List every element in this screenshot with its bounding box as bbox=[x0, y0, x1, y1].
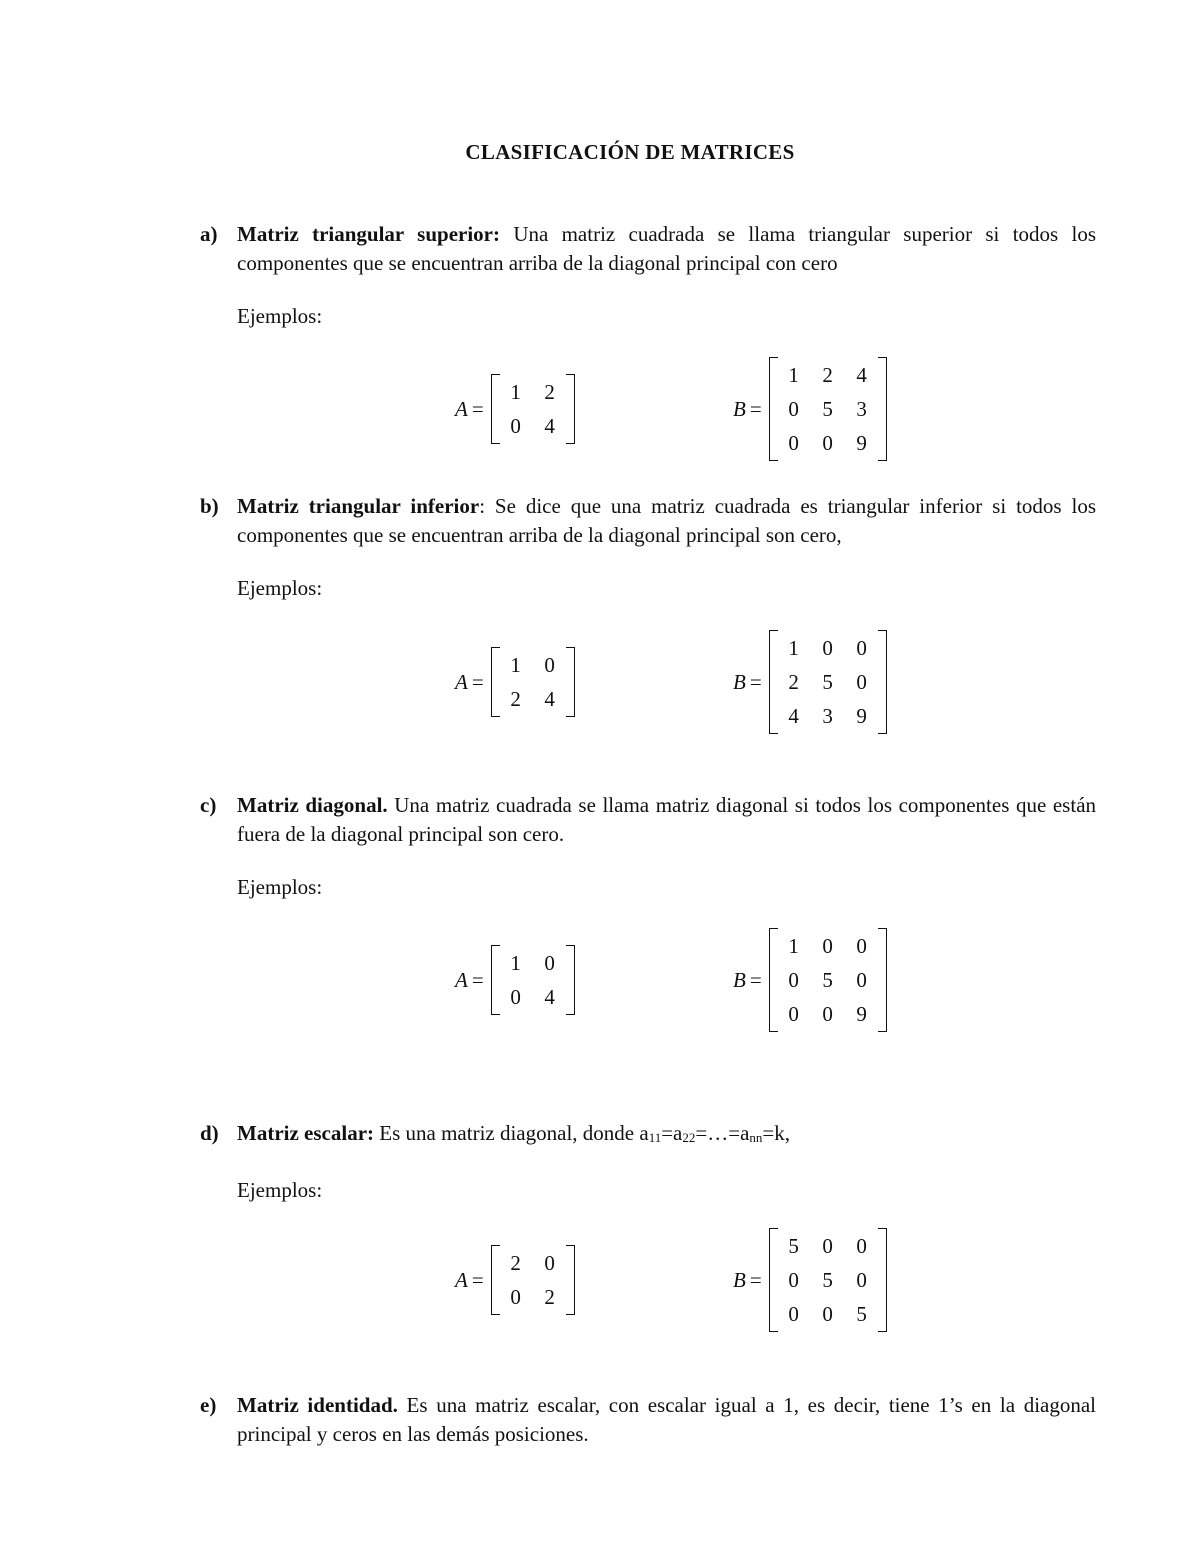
matrix-equation-b3 bbox=[733, 928, 887, 1032]
matrix-label: B bbox=[733, 396, 746, 421]
matrix-label: B bbox=[733, 1267, 746, 1292]
ejemplos-label: Ejemplos: bbox=[237, 875, 323, 899]
equals-sign: = bbox=[471, 967, 484, 992]
matrix-cell: 1 bbox=[788, 636, 799, 660]
item-letter: e) bbox=[200, 1393, 217, 1417]
matrix-label: A bbox=[455, 396, 468, 421]
definition-paragraph bbox=[200, 791, 1096, 849]
right-bracket bbox=[878, 1228, 887, 1332]
matrix-cell: 0 bbox=[856, 636, 867, 660]
matrix bbox=[491, 374, 575, 444]
matrix-cell: 5 bbox=[788, 1234, 799, 1258]
definition-text: Es una matriz diagonal, donde a bbox=[379, 1121, 649, 1145]
matrix-cell: 4 bbox=[544, 985, 555, 1009]
matrix-cell: 0 bbox=[822, 1234, 833, 1258]
matrix-cell: 9 bbox=[856, 704, 867, 728]
matrix-cell: 0 bbox=[856, 670, 867, 694]
left-bracket bbox=[769, 928, 778, 1032]
definition-paragraph bbox=[200, 492, 1096, 550]
equation-part: =a bbox=[661, 1121, 683, 1145]
matrix-cell: 1 bbox=[510, 380, 521, 404]
item-letter: c) bbox=[200, 793, 217, 817]
matrix-cell: 0 bbox=[822, 431, 833, 455]
matrix-equation-a2 bbox=[455, 647, 575, 717]
equals-sign: = bbox=[471, 1267, 484, 1292]
matrix-cell: 1 bbox=[510, 653, 521, 677]
document-title: CLASIFICACIÓN DE MATRICES bbox=[465, 140, 795, 164]
matrix-cell: 0 bbox=[544, 951, 555, 975]
matrix-label: A bbox=[455, 1267, 468, 1292]
matrix bbox=[769, 357, 887, 461]
matrix-cell: 0 bbox=[510, 1285, 521, 1309]
right-bracket bbox=[566, 945, 575, 1015]
matrix-cell: 9 bbox=[856, 1002, 867, 1026]
matrix-equation-a4 bbox=[455, 1245, 575, 1315]
left-bracket bbox=[491, 647, 500, 717]
term: Matriz triangular inferior bbox=[237, 494, 480, 518]
subscript: 11 bbox=[648, 1130, 662, 1145]
matrix-cell: 0 bbox=[822, 1002, 833, 1026]
matrix-cell: 5 bbox=[822, 397, 833, 421]
matrix-cell: 4 bbox=[788, 704, 799, 728]
definition-text: Una matriz cuadrada se llama triangular superior si todos los componentes que se encuentran arriba de la diagonal principal con cero bbox=[237, 222, 1097, 275]
matrix bbox=[491, 647, 575, 717]
matrix-cell: 2 bbox=[822, 363, 833, 387]
equals-sign: = bbox=[749, 1267, 762, 1292]
equals-sign: = bbox=[749, 396, 762, 421]
subscript: nn bbox=[749, 1130, 763, 1145]
matrix-cell: 0 bbox=[788, 1268, 799, 1292]
item-letter: b) bbox=[200, 494, 219, 518]
term: Matriz escalar: bbox=[237, 1121, 375, 1145]
matrix-cell: 3 bbox=[856, 397, 867, 421]
matrix-cell: 0 bbox=[544, 1251, 555, 1275]
section-triangular-inferior bbox=[200, 492, 1096, 603]
matrix-cell: 2 bbox=[510, 687, 521, 711]
matrix-cell: 0 bbox=[510, 985, 521, 1009]
right-bracket bbox=[566, 374, 575, 444]
matrix-cell: 4 bbox=[544, 414, 555, 438]
matrix-cell: 2 bbox=[788, 670, 799, 694]
subscript: 22 bbox=[682, 1130, 696, 1145]
matrix-equation-a3 bbox=[455, 945, 575, 1015]
matrix-cell: 0 bbox=[822, 1302, 833, 1326]
equals-sign: = bbox=[471, 396, 484, 421]
matrix-cell: 0 bbox=[856, 934, 867, 958]
item-letter: a) bbox=[200, 222, 218, 246]
matrix-cell: 0 bbox=[788, 397, 799, 421]
matrix-label: B bbox=[733, 669, 746, 694]
matrix-cell: 2 bbox=[510, 1251, 521, 1275]
term: Matriz identidad. bbox=[237, 1393, 398, 1417]
ejemplos-label: Ejemplos: bbox=[237, 304, 323, 328]
left-bracket bbox=[769, 630, 778, 734]
matrix-cell: 0 bbox=[788, 1002, 799, 1026]
matrix-cell: 0 bbox=[788, 431, 799, 455]
section-triangular-superior bbox=[200, 220, 1096, 331]
right-bracket bbox=[878, 928, 887, 1032]
matrix-equation-b4 bbox=[733, 1228, 887, 1332]
matrix-label: A bbox=[455, 669, 468, 694]
matrix-cell: 0 bbox=[822, 636, 833, 660]
matrix-cell: 2 bbox=[544, 1285, 555, 1309]
matrix-cell: 4 bbox=[856, 363, 867, 387]
right-bracket bbox=[566, 1245, 575, 1315]
matrix-cell: 0 bbox=[788, 1302, 799, 1326]
left-bracket bbox=[769, 357, 778, 461]
left-bracket bbox=[491, 374, 500, 444]
ejemplos-label: Ejemplos: bbox=[237, 576, 323, 600]
equals-sign: = bbox=[749, 967, 762, 992]
matrix-label: B bbox=[733, 967, 746, 992]
definition-text: Es una matriz escalar, con escalar igual a 1, es decir, tiene 1’s en la diagonal principal y ceros en las demás posiciones. bbox=[237, 1393, 1097, 1446]
matrix-cell: 0 bbox=[788, 968, 799, 992]
matrix bbox=[491, 1245, 575, 1315]
matrix-cell: 5 bbox=[822, 670, 833, 694]
matrix-cell: 1 bbox=[788, 363, 799, 387]
matrix-equation-a1 bbox=[455, 374, 575, 444]
term: Matriz triangular superior: bbox=[237, 222, 500, 246]
matrix bbox=[769, 1228, 887, 1332]
matrix-cell: 0 bbox=[856, 968, 867, 992]
matrix bbox=[491, 945, 575, 1015]
left-bracket bbox=[491, 1245, 500, 1315]
equals-sign: = bbox=[471, 669, 484, 694]
matrix-cell: 0 bbox=[856, 1268, 867, 1292]
matrix-cell: 1 bbox=[510, 951, 521, 975]
section-diagonal bbox=[200, 791, 1096, 902]
left-bracket bbox=[491, 945, 500, 1015]
definition-paragraph bbox=[200, 1391, 1096, 1449]
definition-paragraph bbox=[200, 220, 1096, 278]
section-identidad bbox=[200, 1391, 1096, 1449]
item-letter: d) bbox=[200, 1121, 219, 1145]
ejemplos-label: Ejemplos: bbox=[237, 1178, 323, 1202]
matrix-cell: 4 bbox=[544, 687, 555, 711]
definition-text: : Se dice que una matriz cuadrada es triangular inferior si todos los componentes que se encuentran arriba de la diagonal principal son cero, bbox=[237, 494, 1096, 547]
matrix bbox=[769, 928, 887, 1032]
left-bracket bbox=[769, 1228, 778, 1332]
matrix-cell: 9 bbox=[856, 431, 867, 455]
right-bracket bbox=[878, 357, 887, 461]
matrix-cell: 2 bbox=[544, 380, 555, 404]
matrix-cell: 5 bbox=[822, 968, 833, 992]
matrix-cell: 3 bbox=[822, 704, 833, 728]
matrix-cell: 0 bbox=[544, 653, 555, 677]
term: Matriz diagonal. bbox=[237, 793, 388, 817]
definition-text: Una matriz cuadrada se llama matriz diagonal si todos los componentes que están fuera de la diagonal principal son cero. bbox=[237, 793, 1097, 846]
matrix-equation-b1 bbox=[733, 357, 887, 461]
matrix-cell: 5 bbox=[856, 1302, 867, 1326]
matrix bbox=[769, 630, 887, 734]
matrix-equation-b2 bbox=[733, 630, 887, 734]
right-bracket bbox=[566, 647, 575, 717]
equation-part: =…=a bbox=[695, 1121, 750, 1145]
matrix-cell: 0 bbox=[510, 414, 521, 438]
equals-sign: = bbox=[749, 669, 762, 694]
matrix-label: A bbox=[455, 967, 468, 992]
matrix-cell: 1 bbox=[788, 934, 799, 958]
right-bracket bbox=[878, 630, 887, 734]
equation-part: =k, bbox=[762, 1121, 790, 1145]
matrix-cell: 0 bbox=[822, 934, 833, 958]
definition-paragraph bbox=[200, 1119, 1096, 1152]
section-escalar bbox=[200, 1119, 1096, 1205]
matrix-cell: 0 bbox=[856, 1234, 867, 1258]
matrix-cell: 5 bbox=[822, 1268, 833, 1292]
